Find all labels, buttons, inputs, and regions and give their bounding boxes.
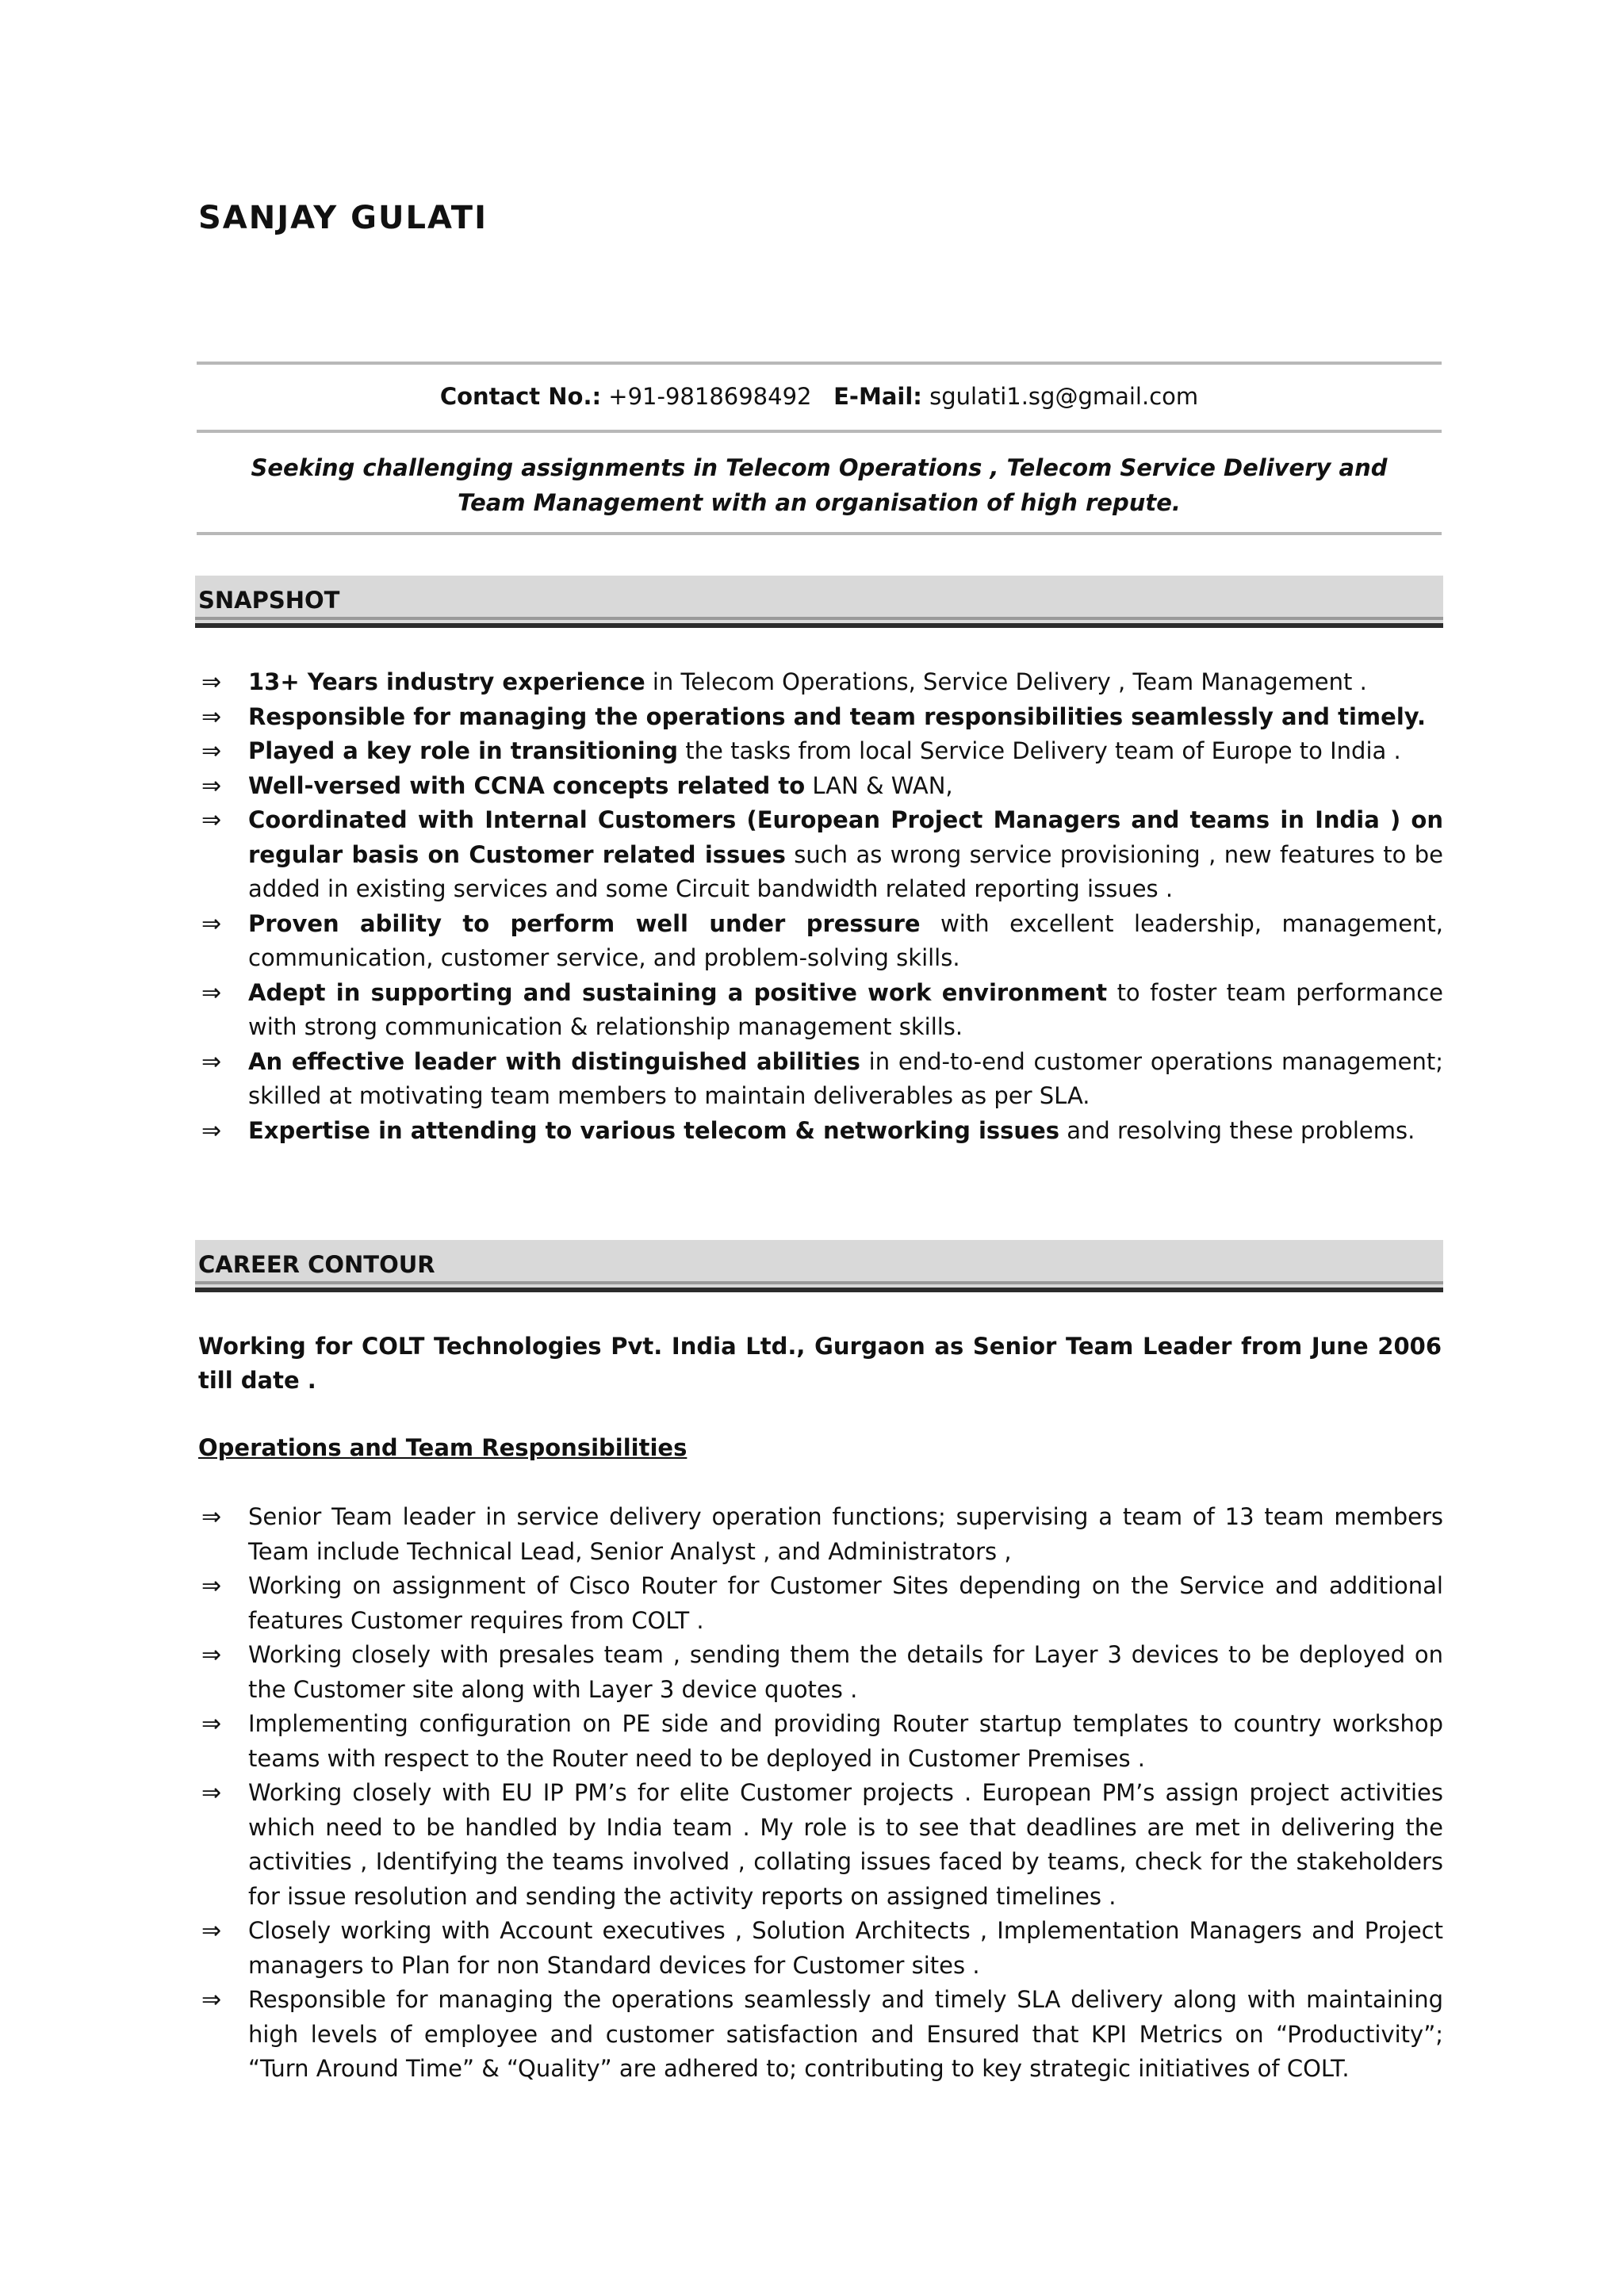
double-arrow-icon: ⇒ [201,1917,222,1945]
item-text: Working closely with presales team , sending them the details for Layer 3 devices to be deployed on the Customer site along with Layer 3 device quotes . [248,1641,1443,1703]
career-heading [195,1240,1443,1292]
list-item [197,700,1443,735]
list-item [197,1707,1443,1776]
job-title: Working for COLT Technologies Pvt. India Ltd., Gurgaon as Senior Team Leader from June 2006 till date . [198,1333,1442,1394]
objective-line: Team Management with an organisation of high repute. [458,489,1181,516]
double-arrow-icon: ⇒ [201,668,222,696]
item-highlight: 13+ Years industry experience [248,668,645,695]
item-text: such as wrong service provisioning , new features to be added in existing services and some Circuit bandwidth related reporting issues . [248,840,1443,902]
double-arrow-icon: ⇒ [201,1047,222,1076]
list-item [197,1500,1443,1569]
double-arrow-icon: ⇒ [201,737,222,765]
list-item [197,1569,1443,1638]
contact-label: Contact No.: [439,383,602,410]
contact-number: +91-9818698492 [608,383,812,410]
item-text: in Telecom Operations, Service Delivery , Team Management . [645,668,1367,695]
item-text: to foster team performance with strong communication & relationship management skills. [248,978,1444,1040]
objective-line: Seeking challenging assignments in Telecom Operations , Telecom Service Delivery and [251,454,1388,481]
list-item [197,1776,1443,1914]
list-item [197,803,1443,907]
list-item [197,1114,1443,1149]
item-text: Implementing configuration on PE side and providing Router startup templates to country workshop teams with respect to the Router need to be deployed in Customer Premises . [248,1710,1443,1772]
item-text: and resolving these problems. [1059,1116,1415,1144]
list-item [197,665,1443,700]
item-highlight: Responsible for managing the operations and team responsibilities seamlessly and timely. [248,702,1427,730]
double-arrow-icon: ⇒ [201,1503,222,1531]
double-arrow-icon: ⇒ [201,1572,222,1600]
item-highlight: Played a key role in transitioning [248,737,679,764]
list-item [197,976,1443,1045]
item-highlight: Adept in supporting and sustaining a positive work environment [248,978,1108,1006]
list-item [197,907,1443,976]
list-item [197,734,1443,769]
double-arrow-icon: ⇒ [201,806,222,834]
responsibilities-heading: Operations and Team Responsibilities [198,1434,688,1461]
divider [197,362,1442,365]
list-item [197,1638,1443,1707]
email-address[interactable]: sgulati1.sg@gmail.com [929,383,1199,410]
item-text: the tasks from local Service Delivery team of Europe to India . [678,737,1401,764]
double-arrow-icon: ⇒ [201,771,222,800]
double-arrow-icon: ⇒ [201,1710,222,1738]
double-arrow-icon: ⇒ [201,702,222,731]
objective-statement [197,450,1442,520]
item-text: Working on assignment of Cisco Router for Customer Sites depending on the Service and additional features Customer requires from COLT . [248,1572,1443,1634]
list-item [197,769,1443,804]
item-text: Working closely with EU IP PM’s for elite Customer projects . European PM’s assign project activities which need to be handled by India team . My role is to see that deadlines are met in delivering the activities , Identifying the teams involved , collating issues faced by teams, check for the stakeholders for issue resolution and sending the activity reports on assigned timelines . [248,1779,1443,1910]
section-title: CAREER CONTOUR [198,1251,435,1278]
double-arrow-icon: ⇒ [201,1779,222,1807]
item-highlight: Proven ability to perform well under pressure [248,909,921,937]
divider [197,532,1442,535]
item-highlight: Well-versed with CCNA concepts related to [248,771,806,799]
list-item [197,1983,1443,2087]
item-highlight: An effective leader with distinguished abilities [248,1047,860,1075]
item-text: LAN & WAN, [805,771,953,799]
section-title: SNAPSHOT [198,587,340,614]
item-highlight: Expertise in attending to various telecom & networking issues [248,1116,1060,1144]
double-arrow-icon: ⇒ [201,1986,222,2014]
snapshot-list [197,665,1443,1148]
list-item [197,1914,1443,1983]
snapshot-heading [195,576,1443,628]
double-arrow-icon: ⇒ [201,1641,222,1669]
item-highlight: Coordinated with Internal Customers (European Project Managers and teams in India ) on regular basis on Customer related issues [248,806,1443,868]
item-text: Senior Team leader in service delivery operation functions; supervising a team of 13 team members Team include Technical Lead, Senior Analyst , and Administrators , [248,1503,1443,1565]
double-arrow-icon: ⇒ [201,978,222,1007]
responsibilities-list [197,1500,1443,2087]
candidate-name: SANJAY GULATI [198,200,488,236]
item-text: in end-to-end customer operations management; skilled at motivating team members to maintain deliverables as per SLA. [248,1047,1443,1109]
email-label: E-Mail: [833,383,922,410]
divider [197,430,1442,433]
item-text: Responsible for managing the operations seamlessly and timely SLA delivery along with maintaining high levels of employee and customer satisfaction and Ensured that KPI Metrics on “Productivity”; “Turn Around Time” & “Quality” are adhered to; contributing to key strategic initiatives of COLT. [248,1986,1443,2082]
item-text: with excellent leadership, management, communication, customer service, and problem-solving skills. [248,909,1444,971]
list-item [197,1045,1443,1114]
contact-line [197,383,1442,410]
double-arrow-icon: ⇒ [201,1116,222,1145]
item-text: Closely working with Account executives , Solution Architects , Implementation Managers and Project managers to Plan for non Standard devices for Customer sites . [248,1917,1443,1979]
double-arrow-icon: ⇒ [201,909,222,938]
